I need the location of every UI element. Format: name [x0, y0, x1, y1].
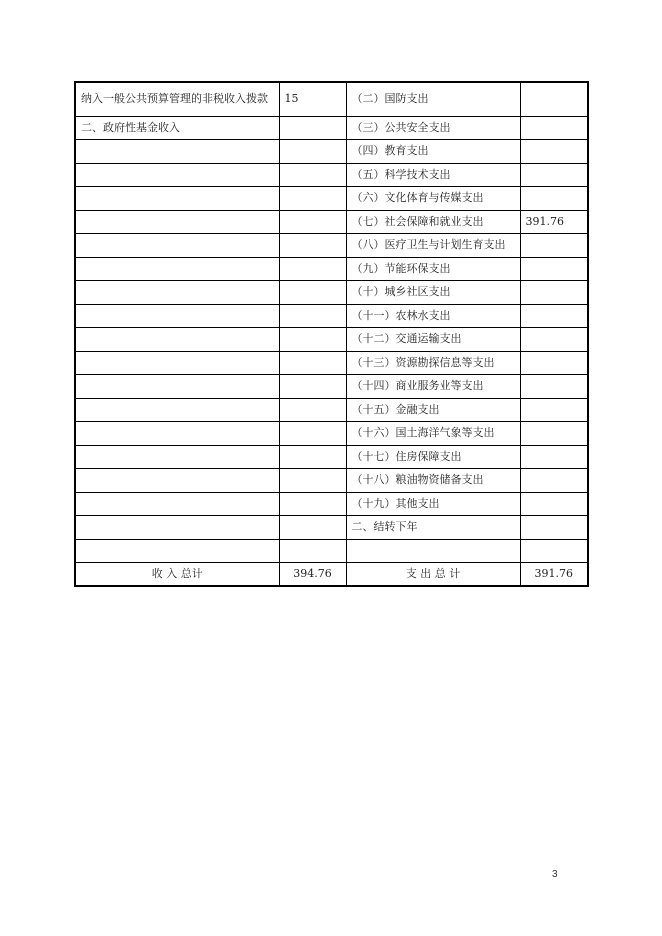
- expense-amount-cell: [520, 257, 588, 281]
- expense-item-cell: （三）公共安全支出: [346, 116, 520, 140]
- income-item-cell: [75, 163, 279, 187]
- income-item-cell: [75, 234, 279, 258]
- expense-amount-cell: [520, 351, 588, 375]
- expense-item-cell: （十四）商业服务业等支出: [346, 375, 520, 399]
- table-row: [75, 187, 588, 211]
- income-amount-cell: [279, 140, 346, 164]
- expense-item-cell: （四）教育支出: [346, 140, 520, 164]
- expense-item-cell: （二）国防支出: [346, 82, 520, 116]
- income-item-cell: [75, 328, 279, 352]
- income-item-cell: 纳入一般公共预算管理的非税收入拨款: [75, 82, 279, 116]
- expense-item-cell: （十七）住房保障支出: [346, 445, 520, 469]
- expense-item-cell: （九）节能环保支出: [346, 257, 520, 281]
- income-item-cell: [75, 187, 279, 211]
- income-item-cell: [75, 422, 279, 446]
- budget-table: [74, 81, 589, 587]
- expense-amount-cell: [520, 116, 588, 140]
- expense-item-cell: （十六）国土海洋气象等支出: [346, 422, 520, 446]
- expense-amount-cell: 391.76: [520, 210, 588, 234]
- expense-amount-cell: [520, 140, 588, 164]
- table-row: [75, 539, 588, 563]
- table-row: [75, 375, 588, 399]
- table-row: [75, 163, 588, 187]
- table-row: [75, 281, 588, 305]
- income-item-cell: [75, 140, 279, 164]
- income-amount-cell: [279, 375, 346, 399]
- income-item-cell: [75, 469, 279, 493]
- table-row: [75, 234, 588, 258]
- income-amount-cell: [279, 116, 346, 140]
- expense-amount-cell: [520, 187, 588, 211]
- income-amount-cell: [279, 539, 346, 563]
- table-row: [75, 398, 588, 422]
- table-row: [75, 351, 588, 375]
- expense-amount-cell: [520, 304, 588, 328]
- expense-item-cell: （十九）其他支出: [346, 492, 520, 516]
- expense-total-value: 391.76: [520, 563, 588, 587]
- income-item-cell: [75, 257, 279, 281]
- income-item-cell: [75, 539, 279, 563]
- expense-item-cell: （十五）金融支出: [346, 398, 520, 422]
- expense-amount-cell: [520, 398, 588, 422]
- expense-item-cell: [346, 539, 520, 563]
- table-row: [75, 140, 588, 164]
- income-amount-cell: [279, 281, 346, 305]
- income-item-cell: [75, 516, 279, 540]
- income-amount-cell: [279, 163, 346, 187]
- income-item-cell: [75, 281, 279, 305]
- income-amount-cell: [279, 516, 346, 540]
- income-amount-cell: [279, 398, 346, 422]
- expense-amount-cell: [520, 163, 588, 187]
- income-amount-cell: [279, 422, 346, 446]
- income-amount-cell: [279, 187, 346, 211]
- income-total-label: 收 入 总计: [75, 563, 279, 587]
- income-amount-cell: 15: [279, 82, 346, 116]
- expense-item-cell: （八）医疗卫生与计划生育支出: [346, 234, 520, 258]
- income-amount-cell: [279, 257, 346, 281]
- table-row: [75, 469, 588, 493]
- income-item-cell: [75, 445, 279, 469]
- table-row: [75, 422, 588, 446]
- expense-item-cell: （十八）粮油物资储备支出: [346, 469, 520, 493]
- expense-item-cell: 二、结转下年: [346, 516, 520, 540]
- income-item-cell: [75, 492, 279, 516]
- table-row: [75, 516, 588, 540]
- income-total-value: 394.76: [279, 563, 346, 587]
- income-amount-cell: [279, 210, 346, 234]
- table-row: [75, 210, 588, 234]
- table-row: [75, 257, 588, 281]
- expense-amount-cell: [520, 422, 588, 446]
- income-amount-cell: [279, 469, 346, 493]
- income-item-cell: [75, 210, 279, 234]
- budget-table-body: [75, 82, 588, 586]
- totals-row: [75, 563, 588, 587]
- expense-amount-cell: [520, 516, 588, 540]
- income-amount-cell: [279, 304, 346, 328]
- expense-item-cell: （十三）资源勘探信息等支出: [346, 351, 520, 375]
- expense-item-cell: （十一）农林水支出: [346, 304, 520, 328]
- income-item-cell: [75, 375, 279, 399]
- income-amount-cell: [279, 492, 346, 516]
- income-amount-cell: [279, 351, 346, 375]
- income-amount-cell: [279, 445, 346, 469]
- expense-amount-cell: [520, 375, 588, 399]
- expense-amount-cell: [520, 445, 588, 469]
- expense-amount-cell: [520, 234, 588, 258]
- income-item-cell: [75, 398, 279, 422]
- page-number: 3: [552, 869, 558, 880]
- table-row: [75, 304, 588, 328]
- expense-amount-cell: [520, 281, 588, 305]
- table-row: [75, 445, 588, 469]
- expense-amount-cell: [520, 469, 588, 493]
- expense-total-label: 支 出 总 计: [346, 563, 520, 587]
- expense-item-cell: （十二）交通运输支出: [346, 328, 520, 352]
- expense-amount-cell: [520, 328, 588, 352]
- table-row: [75, 82, 588, 116]
- expense-item-cell: （七）社会保障和就业支出: [346, 210, 520, 234]
- expense-item-cell: （十）城乡社区支出: [346, 281, 520, 305]
- income-item-cell: 二、政府性基金收入: [75, 116, 279, 140]
- table-row: [75, 492, 588, 516]
- table-row: [75, 328, 588, 352]
- income-item-cell: [75, 351, 279, 375]
- expense-item-cell: （六）文化体育与传媒支出: [346, 187, 520, 211]
- income-amount-cell: [279, 328, 346, 352]
- expense-item-cell: （五）科学技术支出: [346, 163, 520, 187]
- income-amount-cell: [279, 234, 346, 258]
- table-row: [75, 116, 588, 140]
- expense-amount-cell: [520, 492, 588, 516]
- expense-amount-cell: [520, 539, 588, 563]
- income-item-cell: [75, 304, 279, 328]
- expense-amount-cell: [520, 82, 588, 116]
